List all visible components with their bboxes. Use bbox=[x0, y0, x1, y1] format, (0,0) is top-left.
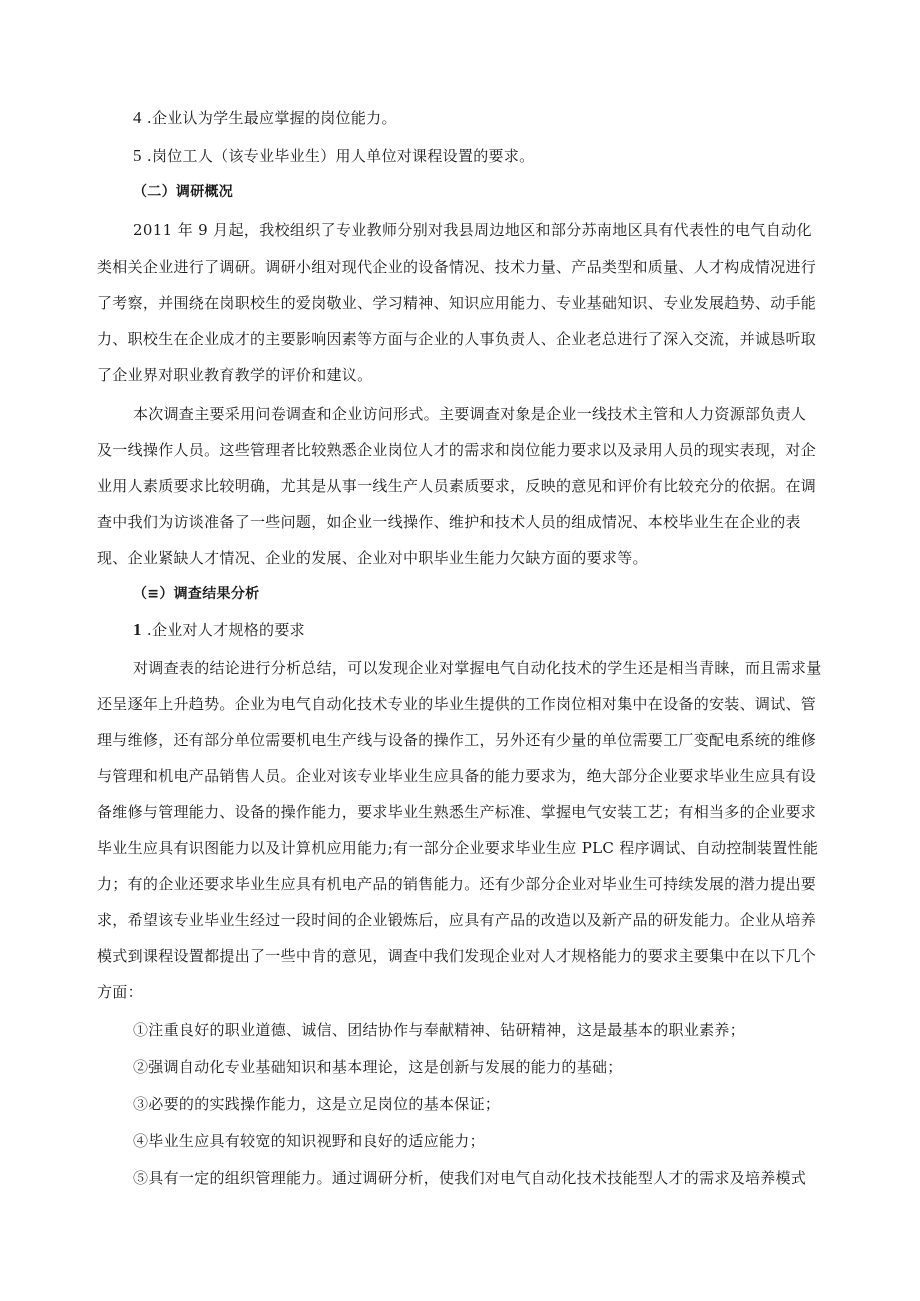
section-2-para-1-line-5: 了企业界对职业教育教学的评价和建议。 bbox=[97, 366, 373, 384]
item-5-text: .岗位工人（该专业毕业生）用人单位对课程设置的要求。 bbox=[146, 147, 535, 165]
requirement-item-1: ①注重良好的职业道德、诚信、团结协作与奉献精神、钻研精神，这是最基本的职业素养； bbox=[133, 1021, 746, 1039]
section-2-para-2-line-5: 现、企业紧缺人才情况、企业的发展、企业对中职毕业生能力欠缺方面的要求等。 bbox=[97, 549, 648, 567]
item-4-number: 4 bbox=[133, 108, 142, 127]
section-3-para-line-5: 备维修与管理能力、设备的操作能力，要求毕业生熟悉生产标准、掌握电气安装工艺；有相当多的企业要求 bbox=[97, 803, 817, 821]
section-3-heading: （≡）调查结果分析 bbox=[133, 586, 260, 602]
requirement-item-5: ⑤具有一定的组织管理能力。通过调研分析，使我们对电气自动化技术技能型人才的需求及培养模式 bbox=[133, 1169, 807, 1187]
section-2-para-1-line-4: 力、职校生在企业成才的主要影响因素等方面与企业的人事负责人、企业老总进行了深入交流，并诚恳听取 bbox=[97, 330, 817, 348]
section-3-para-line-3: 理与维修，还有部分单位需要机电生产线与设备的操作工，另外还有少量的单位需要工厂变配电系统的维修 bbox=[97, 731, 817, 749]
requirement-item-2: ②强调自动化专业基础知识和基本理论，这是创新与发展的能力的基础； bbox=[133, 1058, 623, 1076]
section-3-para-line-2: 还呈逐年上升趋势。企业为电气自动化技术专业的毕业生提供的工作岗位相对集中在设备的安装、调试、管 bbox=[97, 695, 817, 713]
section-2-para-1-line-2: 类相关企业进行了调研。调研小组对现代企业的设备情况、技术力量、产品类型和质量、人才构成情况进行 bbox=[97, 258, 817, 276]
section-2-para-2-line-2: 及一线操作人员。这些管理者比较熟悉企业岗位人才的需求和岗位能力要求以及录用人员的现实表现，对企 bbox=[97, 441, 817, 459]
section-3-para-line-9: 模式到课程设置都提出了一些中肯的意见，调查中我们发现企业对人才规格能力的要求主要集中在以下几个 bbox=[97, 947, 817, 965]
section-3-para-line-4: 与管理和机电产品销售人员。企业对该专业毕业生应具备的能力要求为，绝大部分企业要求毕业生应具有设 bbox=[97, 767, 817, 785]
item-4 bbox=[133, 108, 397, 128]
section-3-para-line-6: 毕业生应具有识图能力以及计算机应用能力;有一部分企业要求毕业生应 PLC 程序调试、自动控制装置性能 bbox=[97, 839, 819, 857]
section-3-para-line-1: 对调查表的结论进行分析总结，可以发现企业对掌握电气自动化技术的学生还是相当青睐，而且需求量 bbox=[133, 659, 822, 677]
section-2-heading: （二）调研概况 bbox=[133, 184, 234, 200]
section-2-para-1-line-1: 2011 年 9 月起，我校组织了专业教师分别对我县周边地区和部分苏南地区具有代表性的电气自动化 bbox=[133, 221, 812, 239]
section-2-para-2-line-3: 业用人素质要求比较明确，尤其是从事一线生产人员素质要求，反映的意见和评价有比较充分的依据。在调 bbox=[97, 477, 817, 495]
sub-item-1 bbox=[133, 620, 305, 640]
item-5-number: 5 bbox=[133, 146, 142, 165]
section-3-para-line-10: 方面： bbox=[97, 983, 143, 1001]
sub-item-1-text: .企业对人才规格的要求 bbox=[146, 621, 305, 639]
section-2-para-2-line-4: 查中我们为访谈准备了一些问题，如企业一线操作、维护和技术人员的组成情况、本校毕业生在企业的表 bbox=[97, 513, 801, 531]
section-2-para-2-line-1: 本次调查主要采用问卷调查和企业访问形式。主要调查对象是企业一线技术主管和人力资源部负责人 bbox=[133, 405, 807, 423]
section-3-para-line-7: 力；有的企业还要求毕业生应具有机电产品的销售能力。还有少部分企业对毕业生可持续发展的潜力提出要 bbox=[97, 875, 817, 893]
sub-item-1-number: 1 bbox=[133, 620, 142, 639]
requirement-item-3: ③必要的的实践操作能力，这是立足岗位的基本保证； bbox=[133, 1095, 501, 1113]
requirement-item-4: ④毕业生应具有较宽的知识视野和良好的适应能力； bbox=[133, 1132, 485, 1150]
section-2-para-1-line-3: 了考察，并围绕在岗职校生的爱岗敬业、学习精神、知识应用能力、专业基础知识、专业发展趋势、动手能 bbox=[97, 294, 817, 312]
section-3-para-line-8: 求，希望该专业毕业生经过一段时间的企业锻炼后，应具有产品的改造以及新产品的研发能力。企业从培养 bbox=[97, 911, 817, 929]
item-4-text: .企业认为学生最应掌握的岗位能力。 bbox=[146, 109, 397, 127]
item-5 bbox=[133, 146, 534, 166]
